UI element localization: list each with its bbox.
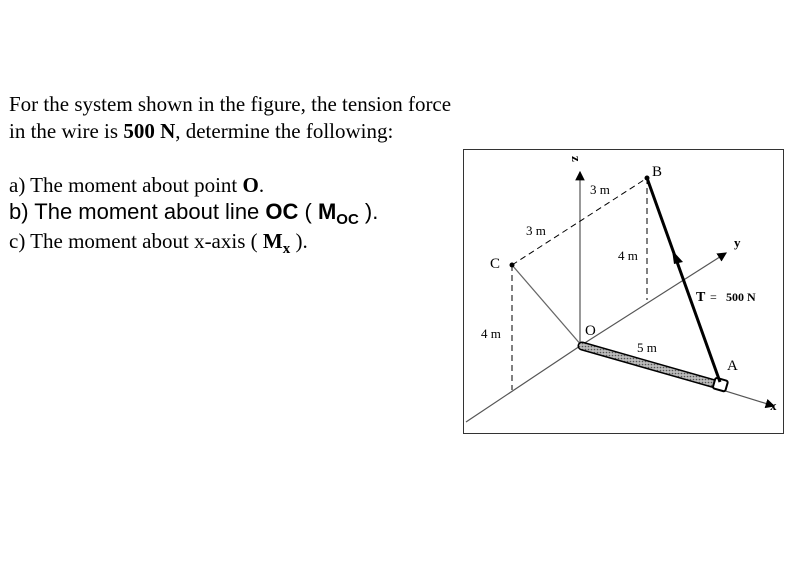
point-c: [510, 263, 515, 268]
question-a-end: .: [258, 173, 265, 197]
moment-symbol: M: [317, 199, 337, 224]
dim-4m-c: 4 m: [481, 326, 501, 341]
intro-line-1: [9, 92, 451, 117]
point-a-label: A: [727, 358, 738, 374]
point-o-figure-label: O: [585, 323, 596, 339]
dim-3m-left: 3 m: [526, 223, 546, 238]
question-b: [9, 199, 379, 228]
dim-3m-top: 3 m: [590, 182, 610, 197]
tension-magnitude: 500 N: [123, 119, 176, 143]
question-a-text: a) The moment about point: [9, 173, 243, 197]
intro-line-2: [9, 119, 393, 144]
question-c-text: c) The moment about x-axis (: [9, 229, 263, 253]
intro-text-2: in the wire is: [9, 119, 124, 143]
question-b-text: b) The moment about line: [9, 199, 266, 224]
point-o-label: O: [242, 173, 259, 197]
point-b-label: B: [652, 164, 663, 180]
question-c: [9, 229, 308, 257]
question-b-end: ).: [358, 199, 379, 224]
intro-text-2-end: , determine the following:: [175, 119, 394, 143]
point-b: [645, 176, 650, 181]
tension-value: 500 N: [726, 290, 756, 304]
tension-equals: =: [710, 290, 717, 304]
wire-oc: [512, 265, 582, 346]
system-diagram: [464, 150, 783, 433]
axis-y-label: y: [734, 235, 741, 250]
tension-arrow-icon: [672, 250, 683, 264]
question-a: [9, 173, 264, 198]
dim-4m-b: 4 m: [618, 248, 638, 263]
intro-text-1: For the system shown in the figure, the tension force: [9, 92, 452, 116]
point-c-label: C: [490, 256, 501, 272]
line-oc-label: OC: [265, 199, 299, 224]
axis-z-label: z: [569, 156, 584, 162]
moment-subscript-oc: OC: [336, 211, 359, 228]
cable-ab: [647, 178, 720, 382]
question-b-paren: (: [298, 199, 318, 224]
dim-5m: 5 m: [637, 340, 657, 355]
figure-box: [463, 149, 784, 434]
moment-x-symbol: M: [262, 229, 283, 253]
axis-x-label: x: [770, 398, 777, 413]
moment-subscript-x: x: [282, 241, 291, 257]
question-c-end: ).: [290, 229, 308, 253]
tension-t-label: T: [696, 290, 706, 305]
negative-y-axis: [466, 346, 580, 422]
